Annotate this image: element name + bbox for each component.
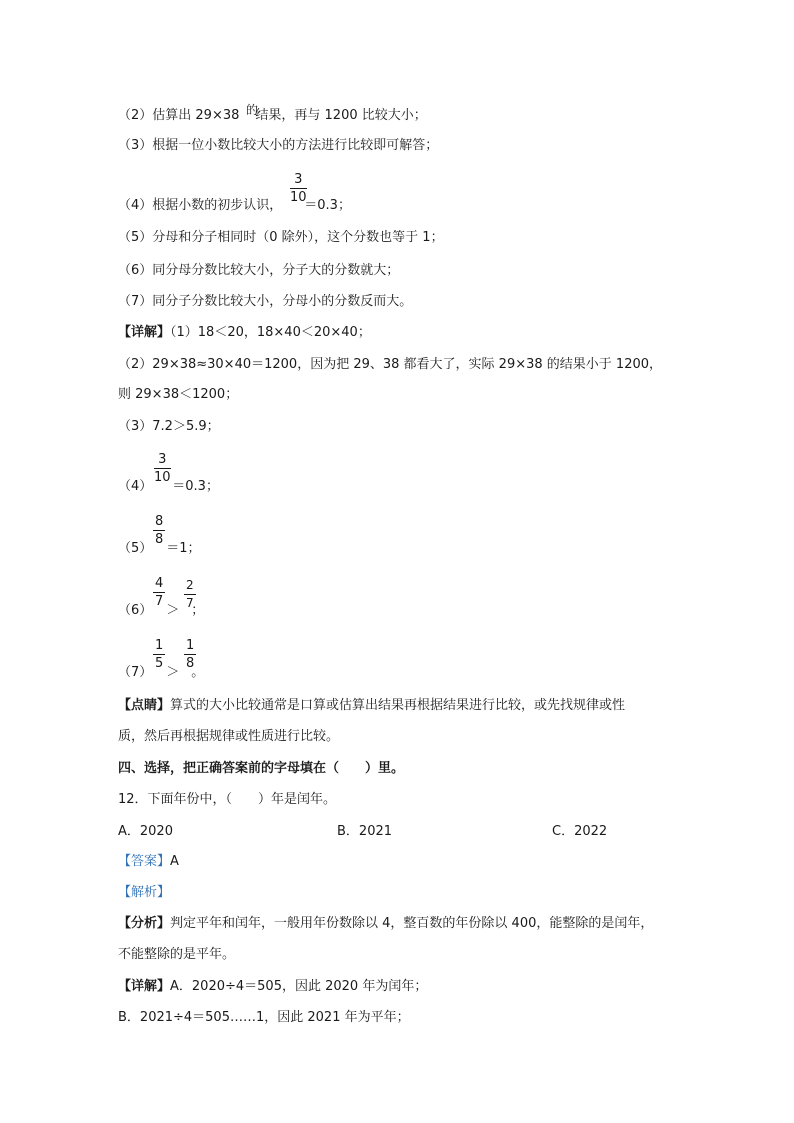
analysis-item-2	[118, 107, 427, 125]
fraction-numerator: 8	[155, 514, 164, 529]
detail-item-6-operator: ＞	[166, 603, 180, 618]
detail-label: 【详解】	[118, 325, 171, 340]
fraction-denominator: 10	[154, 470, 171, 485]
analysis-item-3: （3）根据一位小数比较大小的方法进行比较即可解答；	[118, 138, 439, 153]
fraction-denominator: 8	[186, 656, 195, 671]
analysis-item-5: （5）分母和分子相同时（0 除外），这个分数也等于 1；	[118, 230, 444, 245]
analysis-item-4-after: ＝0.3；	[304, 198, 351, 213]
analysis-item-4-text: （4）根据小数的初步认识，	[118, 198, 283, 213]
fraction-numerator: 1	[186, 638, 195, 653]
detail-item-6-fraction-1	[153, 576, 165, 609]
analysis-line-2: 不能整除的是平年。	[118, 947, 236, 962]
final-detail-line-2: B．2021÷4＝505……1，因此 2021 年为平年；	[118, 1010, 410, 1025]
section-title: 四、选择，把正确答案前的字母填在（ ）里。	[118, 761, 405, 776]
analysis-sub-label: 【分析】	[118, 916, 171, 931]
option-a: A．2020	[118, 824, 173, 839]
final-detail-text-1: A．2020÷4＝505，因此 2020 年为闰年；	[170, 979, 428, 994]
fraction-numerator: 3	[154, 452, 171, 469]
fraction-numerator: 2	[184, 578, 196, 595]
detail-item-1: （1）18＜20，18×40＜20×40；	[170, 325, 371, 340]
analysis-item-4	[118, 197, 351, 215]
analysis-item-2-superscript: 的	[246, 103, 259, 117]
analysis-text-1: 判定平年和闰年，一般用年份数除以 4，整百数的年份除以 400，能整除的是闰年，	[170, 916, 654, 931]
fraction-numerator: 1	[155, 638, 164, 653]
fraction-denominator: 8	[155, 532, 164, 547]
detail-item-6-fraction-2	[184, 578, 196, 611]
analysis-label: 【解析】	[118, 885, 171, 900]
fraction-denominator: 7	[155, 594, 164, 609]
analysis-item-2-pre: （2）估算出 29×38	[118, 108, 240, 123]
detail-item-7-suffix: 。	[191, 665, 205, 680]
detail-item-5-suffix: ＝1；	[166, 541, 201, 556]
fraction-numerator: 3	[290, 172, 307, 189]
fraction-numerator: 4	[155, 576, 164, 591]
detail-item-6-suffix: ；	[191, 603, 205, 618]
option-c: C．2022	[552, 824, 608, 839]
detail-item-7-prefix: （7）	[118, 665, 153, 680]
question-stem: 12．下面年份中，（ ）年是闰年。	[118, 792, 337, 807]
detail-item-5-prefix: （5）	[118, 541, 153, 556]
comment-line-1	[118, 697, 625, 715]
comment-line-2: 质，然后再根据规律或性质进行比较。	[118, 729, 340, 744]
detail-item-3: （3）7.2＞5.9；	[118, 419, 220, 434]
detail-line-1	[118, 324, 371, 342]
detail-item-5-fraction	[153, 514, 165, 547]
detail-item-4-suffix: ＝0.3；	[172, 479, 219, 494]
detail-item-6-prefix: （6）	[118, 603, 153, 618]
answer-label: 【答案】	[118, 854, 171, 869]
fraction-denominator: 10	[290, 190, 307, 205]
final-detail-line-1	[118, 978, 427, 996]
detail-item-4-prefix: （4）	[118, 479, 153, 494]
detail-item-2b: 则 29×38＜1200；	[118, 387, 239, 402]
answer-value: A	[170, 854, 179, 869]
detail-item-4-fraction	[154, 452, 171, 485]
detail-item-2a: （2）29×38≈30×40＝1200，因为把 29、38 都看大了，实际 29×38 的结果小于 1200，	[118, 357, 663, 372]
analysis-line-1	[118, 915, 653, 933]
comment-text-1: 算式的大小比较通常是口算或估算出结果再根据结果进行比较，或先找规律或性	[170, 698, 626, 713]
detail-item-7-fraction-1	[153, 638, 165, 671]
detail-item-7-operator: ＞	[166, 665, 180, 680]
option-b: B．2021	[337, 824, 393, 839]
analysis-item-4-fraction	[290, 172, 307, 205]
final-detail-label: 【详解】	[118, 979, 171, 994]
analysis-item-6: （6）同分母分数比较大小，分子大的分数就大；	[118, 263, 400, 278]
answer-line	[118, 853, 179, 871]
comment-label: 【点睛】	[118, 698, 171, 713]
analysis-item-7: （7）同分子分数比较大小，分母小的分数反而大。	[118, 294, 413, 309]
detail-item-7-fraction-2	[184, 638, 196, 671]
fraction-denominator: 7	[186, 596, 194, 610]
analysis-item-2-post: 结果，再与 1200 比较大小；	[255, 108, 427, 123]
fraction-denominator: 5	[155, 656, 164, 671]
